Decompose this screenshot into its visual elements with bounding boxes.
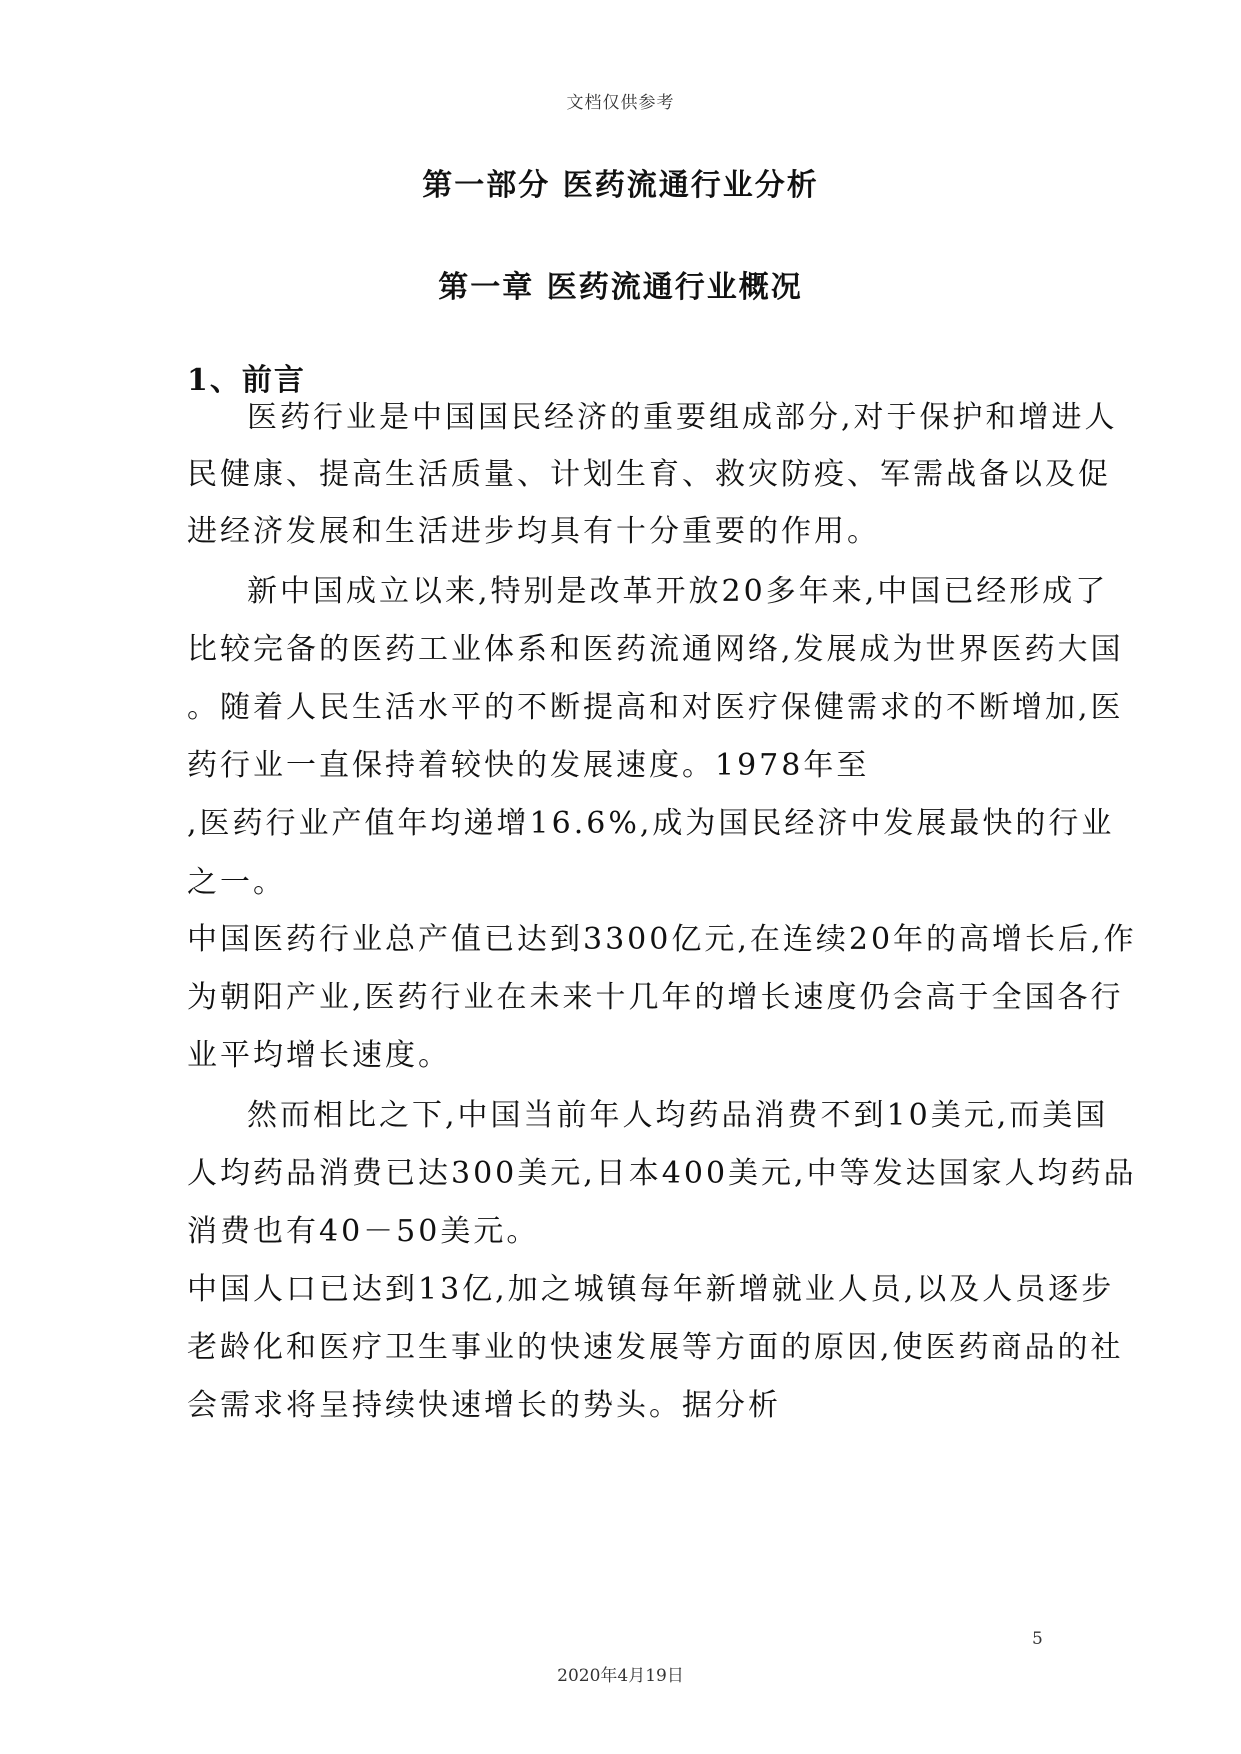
body-line: 比较完备的医药工业体系和医药流通网络,发展成为世界医药大国 <box>187 632 1124 667</box>
part-title: 第一部分 医药流通行业分析 <box>422 168 819 203</box>
body-line: 为朝阳产业,医药行业在未来十几年的增长速度仍会高于全国各行 <box>187 980 1124 1015</box>
body-line: 然而相比之下,中国当前年人均药品消费不到10美元,而美国 <box>247 1098 1109 1133</box>
body-line: 业平均增长速度。 <box>187 1038 451 1073</box>
body-line: ,医药行业产值年均递增16.6%,成为国民经济中发展最快的行业 <box>187 806 1115 841</box>
footer-date: 2020年4月19日 <box>557 1666 684 1686</box>
body-line: 中国人口已达到13亿,加之城镇每年新增就业人员,以及人员逐步 <box>187 1272 1115 1307</box>
body-line: 民健康、提高生活质量、计划生育、救灾防疫、军需战备以及促 <box>187 457 1111 492</box>
body-line: 之一。 <box>187 865 286 900</box>
section-title: 1、前言 <box>187 363 306 398</box>
body-line: 。随着人民生活水平的不断提高和对医疗保健需求的不断增加,医 <box>187 690 1124 725</box>
body-line: 会需求将呈持续快速增长的势头。据分析 <box>187 1388 781 1423</box>
body-line: 医药行业是中国国民经济的重要组成部分,对于保护和增进人 <box>247 400 1118 435</box>
body-line: 消费也有40－50美元。 <box>187 1214 540 1249</box>
body-line: 药行业一直保持着较快的发展速度。1978年至 <box>187 748 870 783</box>
chapter-title: 第一章 医药流通行业概况 <box>438 270 803 305</box>
page-number: 5 <box>1032 1629 1043 1649</box>
body-line: 新中国成立以来,特别是改革开放20多年来,中国已经形成了 <box>247 574 1109 609</box>
body-line: 老龄化和医疗卫生事业的快速发展等方面的原因,使医药商品的社 <box>187 1330 1124 1365</box>
body-line: 人均药品消费已达300美元,日本400美元,中等发达国家人均药品 <box>187 1156 1137 1191</box>
header-note: 文档仅供参考 <box>566 93 675 113</box>
body-line: 中国医药行业总产值已达到3300亿元,在连续20年的高增长后,作 <box>187 922 1137 957</box>
body-line: 进经济发展和生活进步均具有十分重要的作用。 <box>187 514 880 549</box>
